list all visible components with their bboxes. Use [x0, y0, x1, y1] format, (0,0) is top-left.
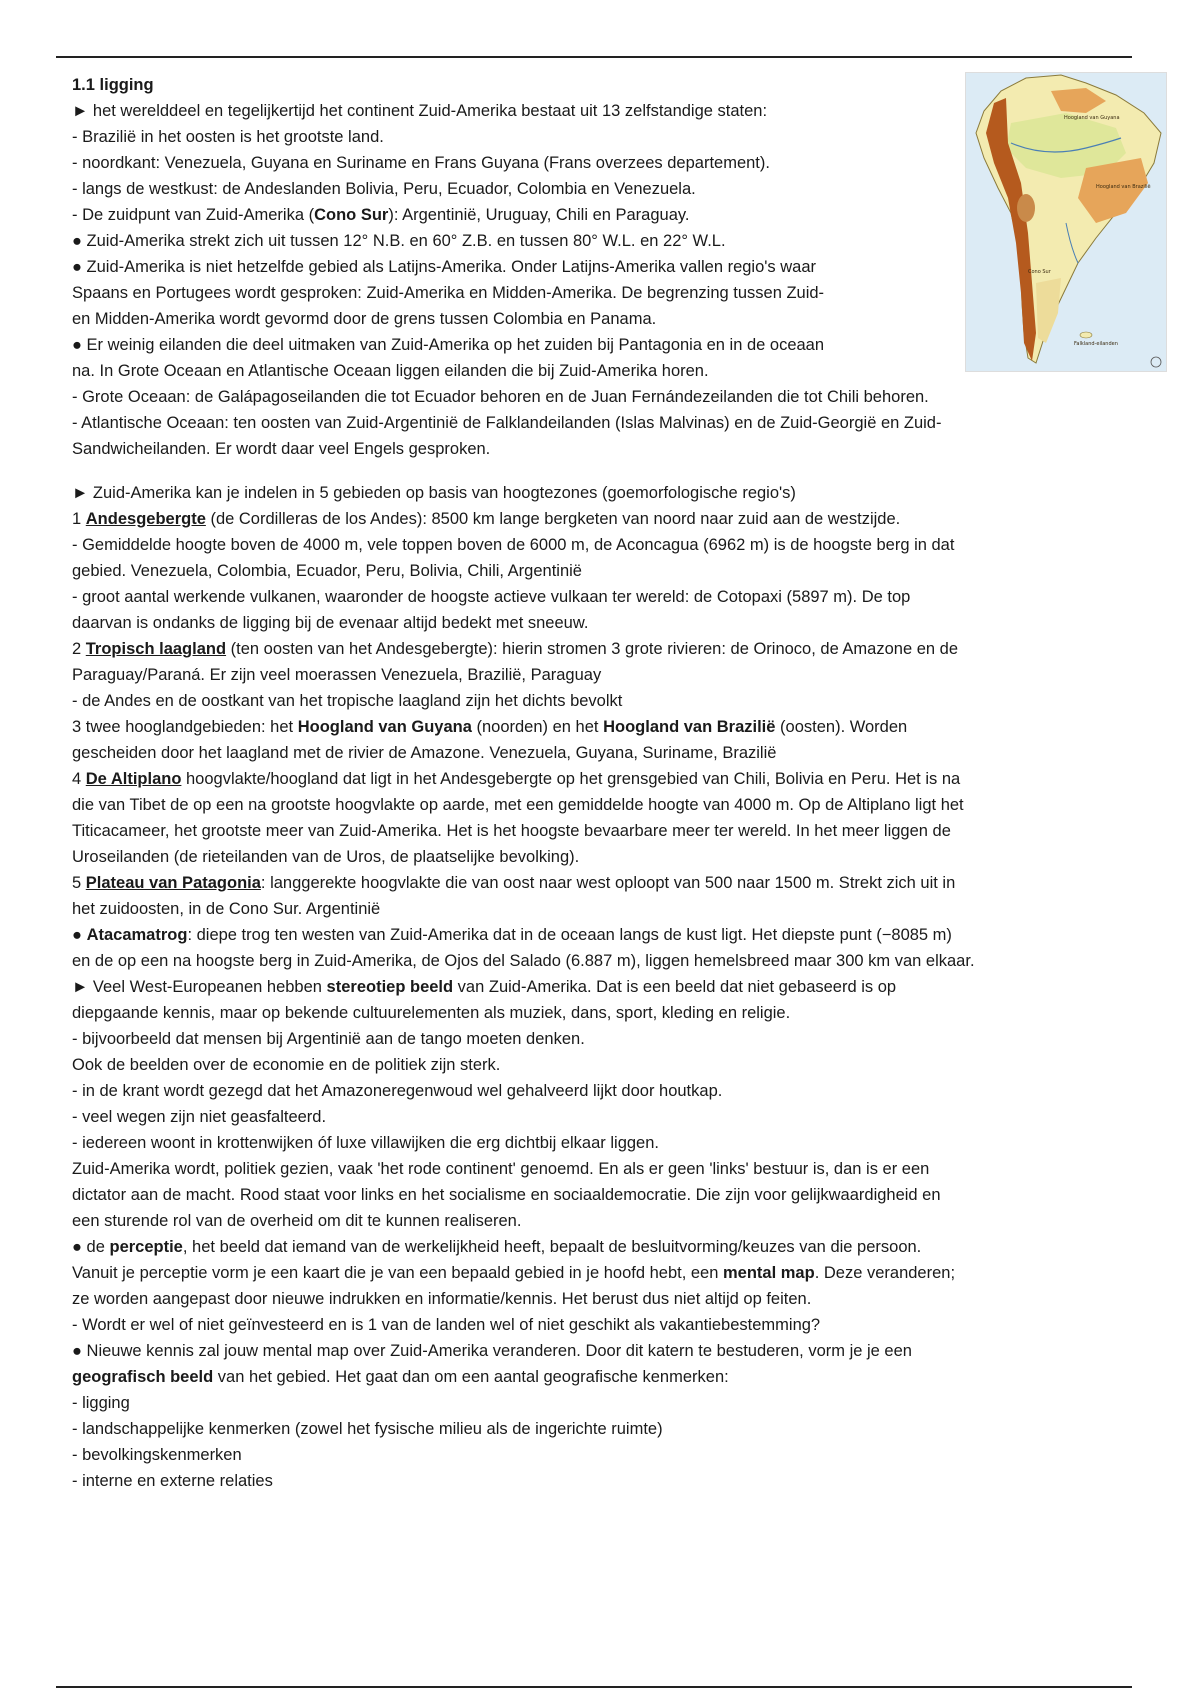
intro-line: - noordkant: Venezuela, Guyana en Suriname en Frans Guyana (Frans overzees departement). [72, 154, 770, 172]
svg-text:Hoogland van Guyana: Hoogland van Guyana [1064, 115, 1120, 121]
stereotiep-line: dictator aan de macht. Rood staat voor links en het socialisme en sociaaldemocratie. Die zijn voor gelijkwaardigheid en [72, 1186, 941, 1204]
patagonia-line: het zuidoosten, in de Cono Sur. Argentinië [72, 900, 381, 918]
laagland-line: Paraguay/Paraná. Er zijn veel moerassen Venezuela, Brazilië, Paraguay [72, 666, 602, 684]
strekt-line: ● Zuid-Amerika strekt zich uit tussen 12° N.B. en 60° Z.B. en tussen 80° W.L. en 22° W.L. [72, 232, 726, 250]
stereotiep-line: - bijvoorbeeld dat mensen bij Argentinië aan de tango moeten denken. [72, 1030, 585, 1048]
altiplano-line: Uroseilanden (de rieteilanden van de Uros, de plaatselijke bevolking). [72, 848, 580, 866]
altiplano-line: die van Tibet de op een na grootste hoogvlakte op aarde, met een gemiddelde hoogte van 4000 m. Op de Altiplano ligt het [72, 796, 964, 814]
svg-text:Cono Sur: Cono Sur [1028, 269, 1051, 275]
stereotiep-line: ► Veel West-Europeanen hebben stereotiep beeld van Zuid-Amerika. Dat is een beeld dat niet gebaseerd is op [72, 978, 897, 996]
eilanden-line: na. In Grote Oceaan en Atlantische Oceaan liggen eilanden die bij Zuid-Amerika horen. [72, 362, 709, 380]
stereotiep-line: - iedereen woont in krottenwijken óf luxe villawijken die erg dichtbij elkaar liggen. [72, 1134, 659, 1152]
laagland-line: 2 Tropisch laagland (ten oosten van het Andesgebergte): hierin stromen 3 grote rivieren: de Orinoco, de Amazone en de [72, 640, 959, 658]
eilanden-line: ● Er weinig eilanden die deel uitmaken van Zuid-Amerika op het zuiden bij Pantagonia en in de oceaan [72, 336, 825, 354]
intro-line: - Brazilië in het oosten is het grootste land. [72, 128, 384, 146]
kenmerk-item: - landschappelijke kenmerken (zowel het fysische milieu als de ingerichte ruimte) [72, 1420, 663, 1438]
top-rule [56, 56, 1132, 58]
intro-line: ► het werelddeel en tegelijkertijd het continent Zuid-Amerika bestaat uit 13 zelfstandige staten: [72, 102, 768, 120]
altiplano-line: 4 De Altiplano hoogvlakte/hoogland dat ligt in het Andesgebergte op het grensgebied van Chili, Bolivia en Peru. Het is na [72, 770, 961, 788]
stereotiep-line: een sturende rol van de overheid om dit te kunnen realiseren. [72, 1212, 522, 1230]
latijns-line: en Midden-Amerika wordt gevormd door de grens tussen Colombia en Panama. [72, 310, 657, 328]
latijns-line: Spaans en Portugees wordt gesproken: Zuid-Amerika en Midden-Amerika. De begrenzing tussen Zuid- [72, 284, 825, 302]
kenmerk-item: - bevolkingskenmerken [72, 1446, 242, 1464]
atacama-line: ● Atacamatrog: diepe trog ten westen van Zuid-Amerika dat in de oceaan langs de kust ligt. Het diepste punt (−8085 m) [72, 926, 952, 944]
andes-line: gebied. Venezuela, Colombia, Ecuador, Peru, Bolivia, Chili, Argentinië [72, 562, 582, 580]
cono-sur-line: - De zuidpunt van Zuid-Amerika (Cono Sur): Argentinië, Uruguay, Chili en Paraguay. [72, 206, 690, 224]
andes-line: - groot aantal werkende vulkanen, waaronder de hoogste actieve vulkaan ter wereld: de Cotopaxi (5897 m). De top [72, 588, 911, 606]
eilanden-line: Sandwicheilanden. Er wordt daar veel Engels gesproken. [72, 440, 491, 458]
andes-line: 1 Andesgebergte (de Cordilleras de los Andes): 8500 km lange bergketen van noord naar zuid aan de westzijde. [72, 510, 901, 528]
perceptie-line: - Wordt er wel of niet geïnvesteerd en is 1 van de landen wel of niet geschikt als vakantiebestemming? [72, 1316, 821, 1334]
andes-line: - Gemiddelde hoogte boven de 4000 m, vele toppen boven de 6000 m, de Aconcagua (6962 m) is de hoogste berg in dat [72, 536, 955, 554]
perceptie-line: ● Nieuwe kennis zal jouw mental map over Zuid-Amerika veranderen. Door dit katern te bestuderen, vorm je je een [72, 1342, 912, 1360]
bottom-rule [56, 1686, 1132, 1688]
hoogland-line: 3 twee hooglandgebieden: het Hoogland van Guyana (noorden) en het Hoogland van Brazilië (oosten). Worden [72, 718, 908, 736]
kenmerk-item: - ligging [72, 1394, 130, 1412]
stereotiep-line: diepgaande kennis, maar op bekende cultuurelementen als muziek, dans, sport, kleding en religie. [72, 1004, 791, 1022]
document-body [72, 72, 1132, 1494]
perceptie-line: Vanuit je perceptie vorm je een kaart die je van een bepaald gebied in je hoofd hebt, een mental map. Deze veranderen; [72, 1264, 956, 1282]
patagonia-line: 5 Plateau van Patagonia: langgerekte hoogvlakte die van oost naar west oploopt van 500 naar 1500 m. Strekt zich uit in [72, 874, 956, 892]
stereotiep-line: Ook de beelden over de economie en de politiek zijn sterk. [72, 1056, 501, 1074]
perceptie-line: ze worden aangepast door nieuwe indrukken en informatie/kennis. Het berust dus niet altijd op feiten. [72, 1290, 812, 1308]
gebieden-intro: ► Zuid-Amerika kan je indelen in 5 gebieden op basis van hoogtezones (goemorfologische regio's) [72, 484, 796, 502]
perceptie-line: ● de perceptie, het beeld dat iemand van de werkelijkheid heeft, bepaalt de besluitvorming/keuzes van die persoon. [72, 1238, 922, 1256]
eilanden-line: - Atlantische Oceaan: ten oosten van Zuid-Argentinië de Falklandeilanden (Islas Malvinas) en de Zuid-Georgië en Zuid- [72, 414, 942, 432]
svg-text:Hoogland van Brazilië: Hoogland van Brazilië [1096, 184, 1151, 190]
stereotiep-line: - veel wegen zijn niet geasfalteerd. [72, 1108, 327, 1126]
andes-line: daarvan is ondanks de ligging bij de evenaar altijd bedekt met sneeuw. [72, 614, 589, 632]
section-heading: 1.1 ligging [72, 76, 154, 94]
intro-line: - langs de westkust: de Andeslanden Bolivia, Peru, Ecuador, Colombia en Venezuela. [72, 180, 696, 198]
geografisch-line: geografisch beeld van het gebied. Het gaat dan om een aantal geografische kenmerken: [72, 1368, 729, 1386]
stereotiep-line: - in de krant wordt gezegd dat het Amazoneregenwoud wel gehalveerd lijkt door houtkap. [72, 1082, 723, 1100]
svg-text:Falkland-eilanden: Falkland-eilanden [1074, 341, 1118, 347]
kenmerk-item: - interne en externe relaties [72, 1472, 273, 1490]
altiplano-line: Titicacameer, het grootste meer van Zuid-Amerika. Het is het hoogste bevaarbare meer ter wereld. In het meer liggen de [72, 822, 951, 840]
laagland-line: - de Andes en de oostkant van het tropische laagland zijn het dichts bevolkt [72, 692, 623, 710]
eilanden-line: - Grote Oceaan: de Galápagoseilanden die tot Ecuador behoren en de Juan Fernándezeilanden die tot Chili behoren. [72, 388, 929, 406]
latijns-line: ● Zuid-Amerika is niet hetzelfde gebied als Latijns-Amerika. Onder Latijns-Amerika vallen regio's waar [72, 258, 817, 276]
hoogland-line: gescheiden door het laagland met de rivier de Amazone. Venezuela, Guyana, Suriname, Brazilië [72, 744, 777, 762]
atacama-line: en de op een na hoogste berg in Zuid-Amerika, de Ojos del Salado (6.887 m), liggen hemelsbreed maar 300 km van elkaar. [72, 952, 975, 970]
stereotiep-line: Zuid-Amerika wordt, politiek gezien, vaak 'het rode continent' genoemd. En als er geen 'links' bestuur is, dan is er een [72, 1160, 930, 1178]
